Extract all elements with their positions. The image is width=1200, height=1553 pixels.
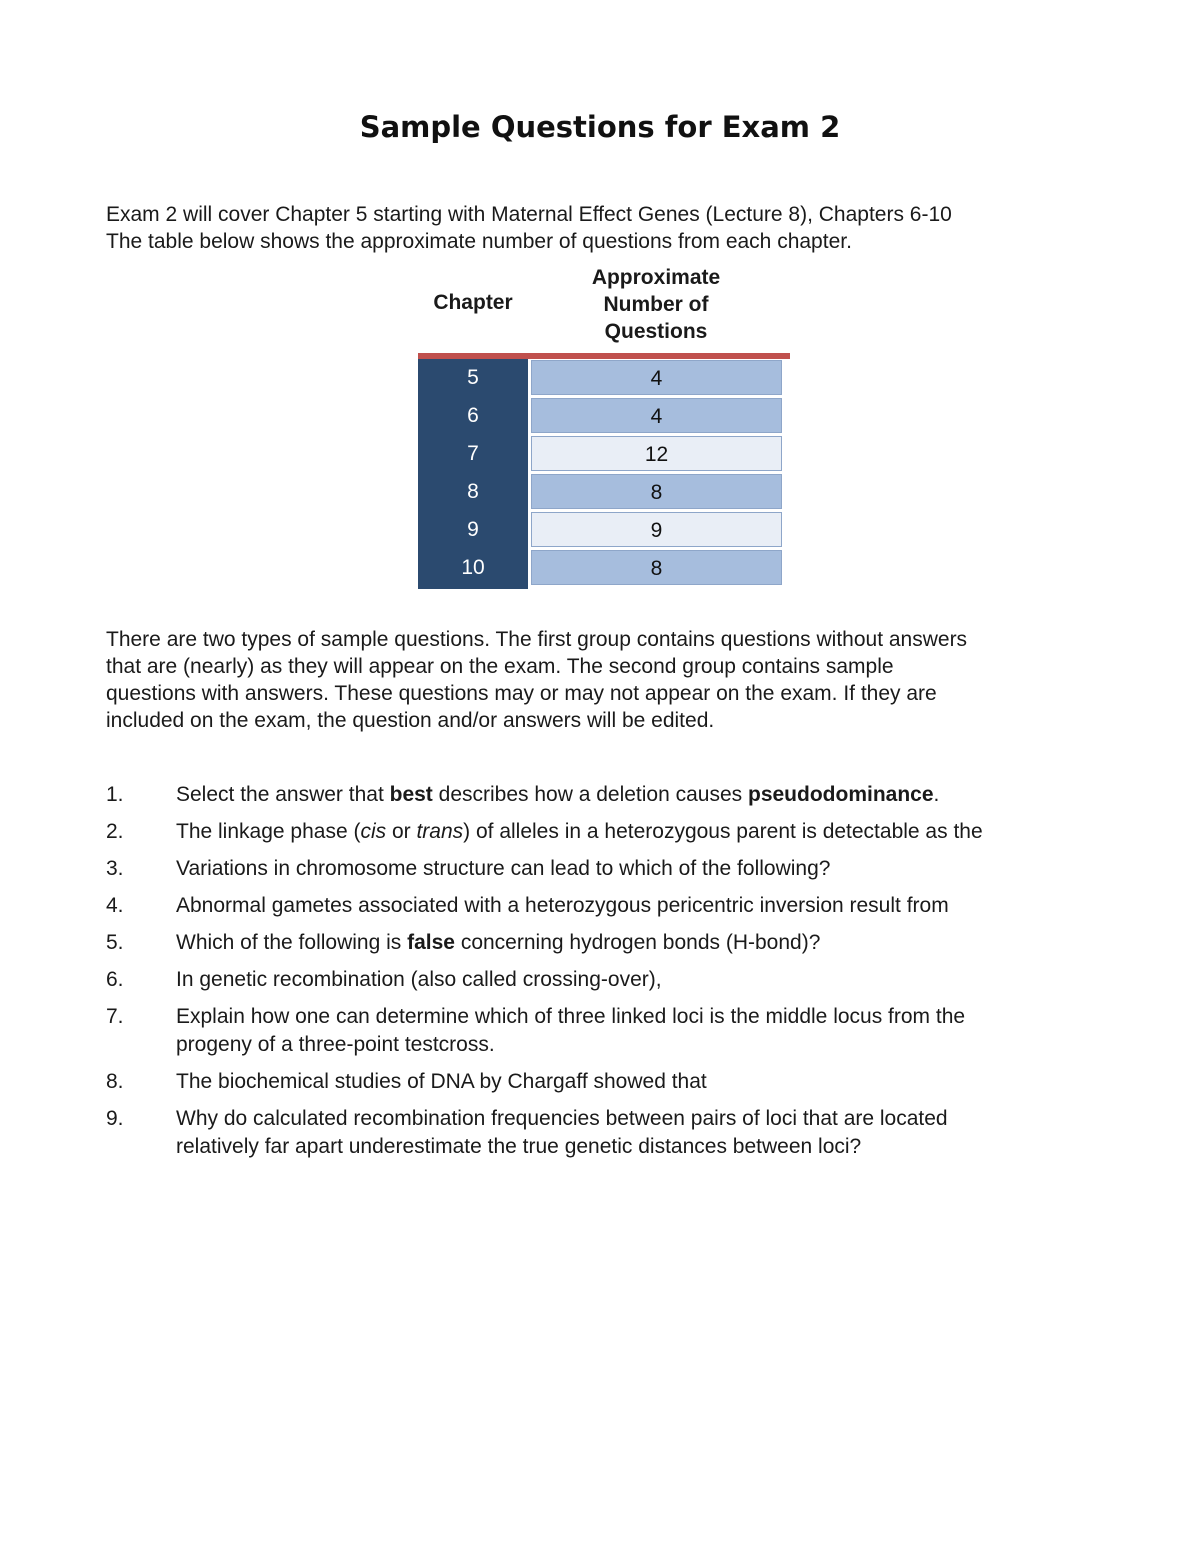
text-run: Select the answer that: [176, 783, 390, 806]
text-run: Explain how one can determine which of three linked loci is the middle locus from the: [176, 1005, 966, 1028]
text-run: ) of alleles in a heterozygous parent is detectable as the: [463, 820, 983, 843]
question-count-cell: 4: [531, 398, 782, 433]
question-text: [176, 931, 820, 954]
question-item: [106, 929, 1106, 957]
question-number: 6.: [106, 968, 124, 991]
table-row: [418, 549, 784, 587]
text-run: describes how a deletion causes: [432, 783, 748, 806]
question-number: 5.: [106, 931, 124, 954]
header-line: Number of: [603, 293, 709, 316]
text-run: or: [386, 820, 417, 843]
text-run: The linkage phase (: [176, 820, 361, 843]
chapter-cell: 8: [467, 480, 479, 503]
table-row: [418, 473, 784, 511]
question-list: [106, 781, 1106, 1170]
emphasis-bold: pseudodominance: [748, 783, 934, 806]
question-item: [106, 781, 1106, 809]
question-text: [176, 1107, 948, 1158]
intro-line: Exam 2 will cover Chapter 5 starting with Maternal Effect Genes (Lecture 8), Chapters 6-10: [106, 203, 952, 226]
question-count-cell: 4: [531, 360, 782, 395]
question-text: [176, 820, 983, 843]
body-line: that are (nearly) as they will appear on the exam. The second group contains sample: [106, 655, 894, 678]
question-item: [106, 1003, 1106, 1059]
question-text: [176, 1070, 707, 1093]
text-run: Variations in chromosome structure can lead to which of the following?: [176, 857, 831, 880]
text-run: In genetic recombination (also called crossing-over),: [176, 968, 662, 991]
emphasis-bold: false: [407, 931, 455, 954]
page-title: Sample Questions for Exam 2: [359, 110, 841, 144]
question-number: 3.: [106, 857, 124, 880]
body-line: There are two types of sample questions. The first group contains questions without answers: [106, 628, 968, 651]
question-text: [176, 894, 949, 917]
question-count-cell: 8: [531, 550, 782, 585]
chapter-cell: 5: [467, 366, 479, 389]
intro-line: The table below shows the approximate number of questions from each chapter.: [106, 230, 852, 253]
emphasis-italic: trans: [416, 820, 464, 843]
emphasis-italic: cis: [360, 820, 387, 843]
chapter-cell: 7: [467, 442, 479, 465]
question-count-cell: 8: [531, 474, 782, 509]
question-item: [106, 818, 1106, 846]
chapter-cell: 6: [467, 404, 479, 427]
text-run: .: [933, 783, 940, 806]
text-run: relatively far apart underestimate the true genetic distances between loci?: [176, 1135, 862, 1158]
question-count-cell: 12: [531, 436, 782, 471]
table-header-chapter: Chapter: [433, 291, 513, 314]
text-run: concerning hydrogen bonds (H-bond)?: [454, 931, 821, 954]
question-item: [106, 966, 1106, 994]
text-run: Why do calculated recombination frequencies between pairs of loci that are located: [176, 1107, 948, 1130]
chapter-cell: 10: [461, 556, 485, 579]
header-line: Approximate: [591, 266, 721, 289]
question-number: 4.: [106, 894, 124, 917]
body-line: included on the exam, the question and/or answers will be edited.: [106, 709, 715, 732]
table-row: [418, 511, 784, 549]
question-text: [176, 968, 662, 991]
text-run: Which of the following is: [176, 931, 408, 954]
emphasis-bold: best: [389, 783, 433, 806]
text-run: progeny of a three-point testcross.: [176, 1033, 495, 1056]
body-line: questions with answers. These questions may or may not appear on the exam. If they are: [106, 682, 937, 705]
table-row: [418, 397, 784, 435]
header-line: Questions: [604, 320, 708, 343]
question-item: [106, 1068, 1106, 1096]
question-text: [176, 857, 830, 880]
table-row: [418, 435, 784, 473]
question-number: 9.: [106, 1107, 124, 1130]
question-text: [176, 1005, 965, 1056]
text-run: Abnormal gametes associated with a heterozygous pericentric inversion result from: [176, 894, 949, 917]
question-item: [106, 892, 1106, 920]
intro-paragraph: [106, 201, 1106, 255]
question-count-cell: 9: [531, 512, 782, 547]
question-text: [176, 783, 939, 806]
chapter-cell: 9: [467, 518, 479, 541]
body-paragraph: [106, 626, 1096, 734]
table-row: [418, 359, 784, 397]
table-header-question-count: [530, 264, 782, 345]
question-item: [106, 855, 1106, 883]
question-number: 7.: [106, 1005, 124, 1028]
question-number: 8.: [106, 1070, 124, 1093]
question-number: 1.: [106, 783, 124, 806]
question-number: 2.: [106, 820, 124, 843]
text-run: The biochemical studies of DNA by Chargaff showed that: [176, 1070, 707, 1093]
question-item: [106, 1105, 1106, 1161]
